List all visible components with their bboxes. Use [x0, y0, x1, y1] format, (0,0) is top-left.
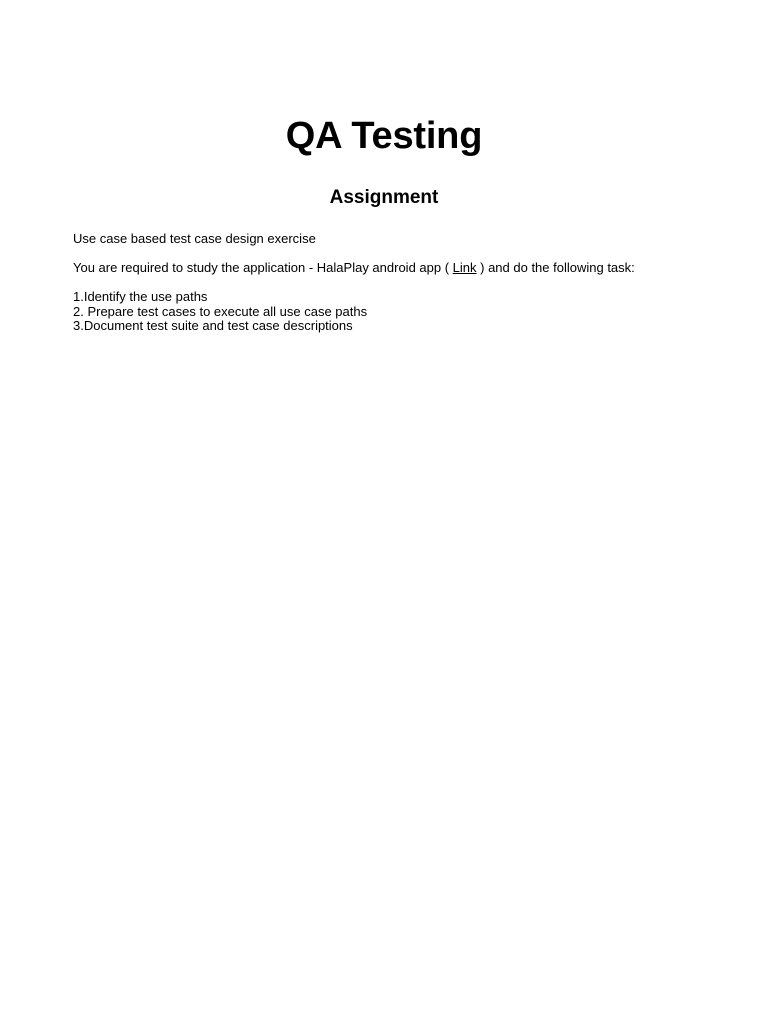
task-list [73, 290, 367, 334]
requirement-paragraph [73, 260, 713, 275]
page-title: QA Testing [285, 115, 483, 157]
task-item-2: 2. Prepare test cases to execute all use case paths [73, 303, 368, 319]
requirement-text-before-link: You are required to study the application - HalaPlay android app ( [73, 260, 453, 275]
halaplay-app-link[interactable]: Link [452, 260, 477, 275]
page-subtitle: Assignment [329, 187, 439, 208]
intro-paragraph: Use case based test case design exercise [73, 231, 316, 246]
task-item-1: 1.Identify the use paths [73, 289, 208, 304]
requirement-text-after-link: ) and do the following task: [476, 260, 635, 275]
task-item-3: 3.Document test suite and test case descriptions [73, 318, 353, 333]
